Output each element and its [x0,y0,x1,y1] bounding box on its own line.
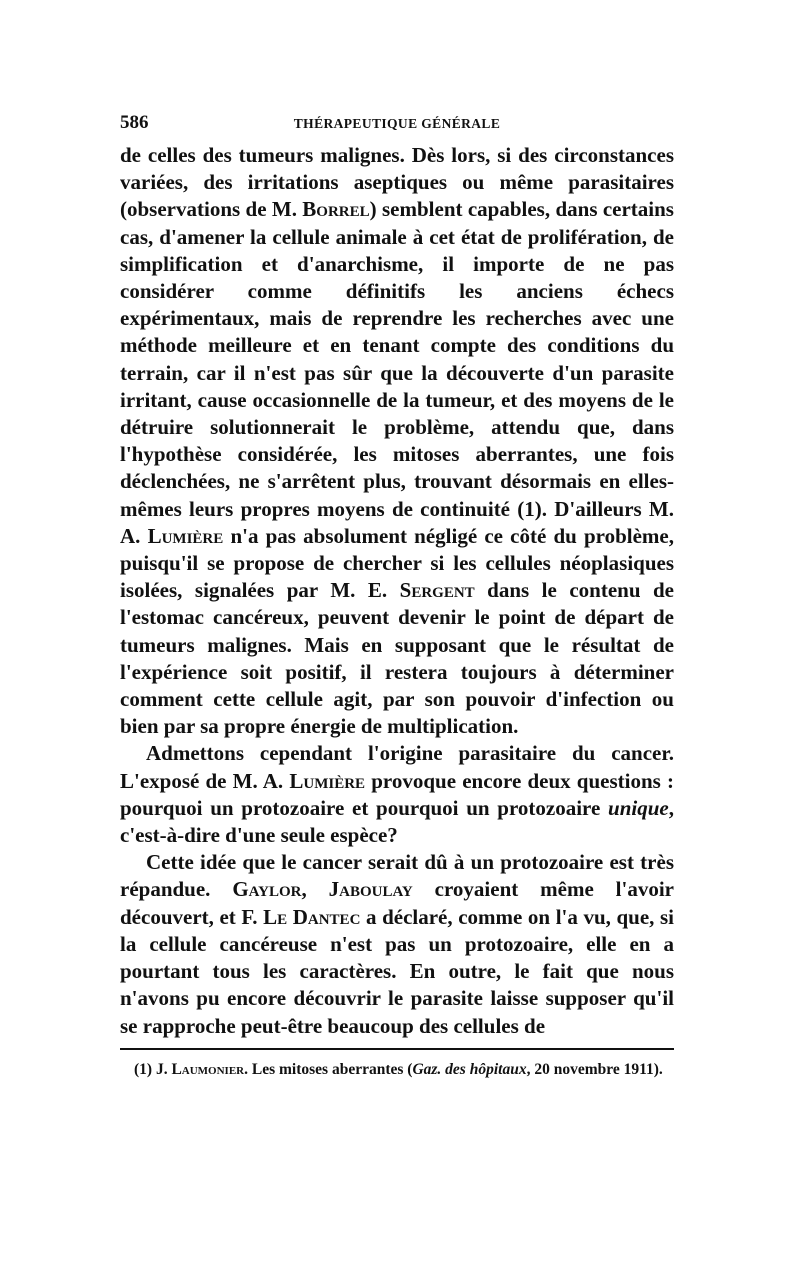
author-name-jaboulay: Jaboulay [328,877,413,902]
paragraph-1-text-1: de celles des tumeurs malignes. Dès lors, si des circonstances variées, des irritations aseptiques ou même parasitaires (observations de M. [120,143,674,222]
footnote-divider [120,1048,674,1050]
author-name-gaylor: Gaylor [232,877,302,902]
paragraph-1-text-4: dans le contenu de l'estomac cancéreux, peuvent devenir le point de départ de tumeurs malignes. Mais en supposant que le résultat de l'expérience soit positif, il restera toujours à déterminer comment cette cellule agit, par son pouvoir d'infection ou bien par sa propre énergie de multiplication. [120,578,674,739]
paragraph-2 [120,740,674,849]
paragraph-3-text-2: , [301,877,329,902]
footnote [120,1060,674,1079]
footnote-text-2: . Les mitoses aberrantes ( [244,1060,413,1078]
running-title: THÉRAPEUTIQUE GÉNÉRALE [293,116,501,131]
paragraph-3-text-1: Cette idée que le cancer serait dû à un protozoaire est très répandue. [120,850,674,902]
paragraph-1-text-2: ) semblent capables, dans certains cas, d'amener la cellule animale à cet état de prolifération, de simplification et d'anarchisme, il importe de ne pas considérer comme définitifs les anciens échecs expérimentaux, mais de reprendre les recherches avec une méthode meilleure et en tenant compte des conditions du terrain, car il n'est pas sûr que la découverte d'un parasite irritant, cause occasionnelle de la tumeur, et des moyens de le détruire solutionnerait le problème, attendu que, dans l'hypothèse considérée, les mitoses aberrantes, une fois déclenchées, ne s'arrêtent plus, trouvant désormais en elles-mêmes leurs propres moyens de continuité (1). D'ailleurs M. A. [120,197,674,548]
author-name-borrel: Borrel [302,197,370,222]
footnote-author-laumonier: Laumonier [171,1060,245,1078]
author-name-le-dantec: Le Dantec [263,904,361,929]
paragraph-2-text-2: provoque encore deux questions : pourquoi un protozoaire et pourquoi un protozoaire [120,768,674,820]
author-name-lumiere-2: Lumière [289,768,366,793]
footnote-text-1: (1) J. [134,1060,172,1078]
page-number: 586 [120,112,149,133]
paragraph-2-text-1: Admettons cependant l'origine parasitaire du cancer. L'exposé de M. A. [120,741,674,793]
paragraph-3-text-4: a déclaré, comme on l'a vu, que, si la cellule cancéreuse n'est pas un protozoaire, elle en a pourtant tous les caractères. En outre, le fait que nous n'avons pu encore découvrir le parasite laisse supposer qu'il se rapproche peut-être beaucoup des cellules de [120,904,675,1038]
author-name-sergent: Sergent [399,578,475,603]
paragraph-1 [120,142,674,740]
paragraph-2-text-3: , c'est-à-dire d'une seule espèce? [120,795,674,848]
paragraph-3-text-3: croyaient même l'avoir découvert, et F. [120,877,674,929]
book-page [120,112,674,1079]
footnote-text-3: , 20 novembre 1911). [526,1060,663,1078]
paragraph-3 [120,849,674,1039]
paragraph-1-text-3: n'a pas absolument négligé ce côté du problème, puisqu'il se propose de chercher si les cellules néoplasiques isolées, signalées par M. E. [120,523,674,603]
body-text [120,142,674,1040]
page-header [120,112,674,142]
footnote-journal-title: Gaz. des hôpitaux [412,1060,527,1078]
author-name-lumiere: Lumière [147,523,224,548]
emphasis-unique: unique [608,795,669,820]
